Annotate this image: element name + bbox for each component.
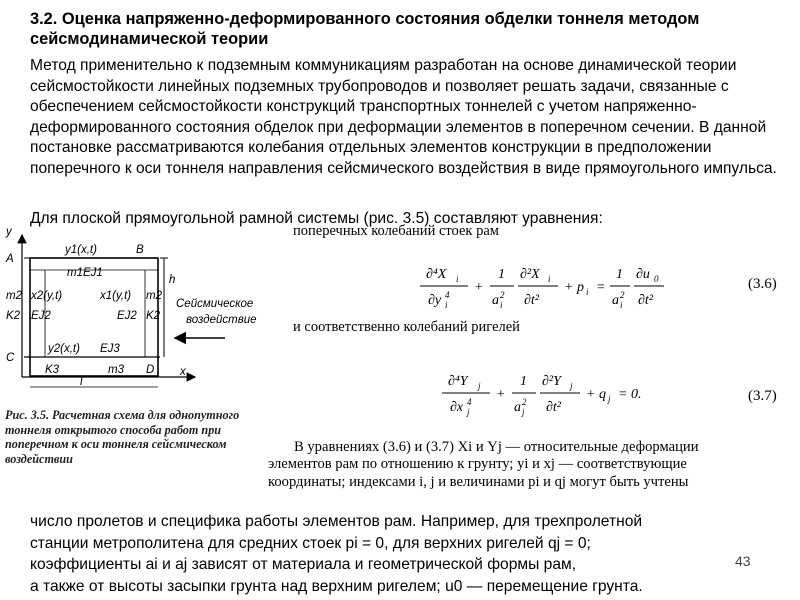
svg-text:j: j	[522, 407, 525, 417]
label-m2-left: m2	[6, 290, 22, 302]
figure-caption: Рис. 3.5. Расчетная схема для однопутного тоннеля открытого способа работ при поперечном к оси тоннеля сейсмическом воздействии	[5, 408, 240, 466]
bottom-line-3: коэффициенты ai и aj зависят от материала и геометрической формы рам,	[30, 556, 577, 573]
svg-text:∂y: ∂y	[428, 293, 442, 308]
label-y1: y1(x,t)	[65, 244, 97, 256]
svg-text:a: a	[612, 293, 619, 308]
label-y-axis: y	[6, 226, 12, 238]
label-EJ3: EJ3	[100, 343, 120, 355]
scan-para-line-2: элементов рам по отношению к грунту; yi и xj — соответствующие	[268, 456, 687, 473]
svg-text:a: a	[514, 400, 521, 415]
label-m1EJ1: m1EJ1	[67, 267, 103, 279]
svg-text:i: i	[500, 300, 503, 310]
label-K2-left: K2	[6, 310, 21, 322]
label-m2-right: m2	[146, 290, 162, 302]
svg-text:2: 2	[620, 290, 625, 300]
equation-3-7	[440, 365, 650, 423]
svg-text:i: i	[620, 300, 623, 310]
label-K2-right: K2	[146, 310, 161, 322]
svg-text:∂t²: ∂t²	[638, 293, 654, 308]
label-x1: x1(y,t)	[100, 290, 132, 302]
label-K3: K3	[45, 364, 60, 376]
svg-text:∂u: ∂u	[636, 267, 650, 282]
svg-text:= 0.: = 0.	[618, 387, 642, 402]
label-h: h	[169, 274, 176, 286]
eq-number-3-6: (3.6)	[748, 276, 777, 292]
svg-text:∂²X: ∂²X	[520, 267, 540, 282]
bottom-line-4: а также от высоты засыпки грунта над верхним ригелем; u0 — перемещение грунта.	[30, 577, 643, 595]
label-EJ2-left: EJ2	[31, 310, 51, 322]
svg-text:∂⁴Y: ∂⁴Y	[448, 374, 468, 389]
svg-text:1: 1	[616, 267, 623, 282]
svg-text:i: i	[586, 287, 589, 297]
svg-text:2: 2	[500, 290, 505, 300]
label-EJ2-right: EJ2	[117, 310, 137, 322]
label-A: A	[6, 253, 14, 265]
svg-text:1: 1	[498, 267, 505, 282]
scan-line-2: и соответственно колебаний ригелей	[293, 319, 520, 335]
svg-text:j: j	[608, 394, 611, 404]
label-m3: m3	[108, 364, 124, 376]
svg-text:∂t²: ∂t²	[546, 400, 562, 415]
page-number: 43	[735, 553, 751, 569]
label-x-axis: x	[180, 366, 186, 378]
svg-text:j: j	[570, 381, 573, 391]
svg-text:2: 2	[522, 397, 527, 407]
svg-text:0: 0	[654, 274, 659, 284]
svg-text:+ q: + q	[586, 387, 606, 402]
svg-text:4: 4	[467, 397, 472, 407]
eq-number-3-7: (3.7)	[748, 388, 777, 404]
scan-para-line-3: координаты; индексами i, j и величинами pi и qj могут быть учтены	[268, 473, 689, 490]
svg-text:i: i	[445, 300, 448, 310]
svg-text:∂⁴X: ∂⁴X	[426, 267, 447, 282]
svg-text:i: i	[548, 274, 551, 284]
scan-line-1: поперечных колебаний стоек рам	[293, 223, 499, 239]
equation-3-6	[418, 258, 668, 316]
svg-text:∂t²: ∂t²	[524, 293, 540, 308]
label-seismic-2: воздействие	[186, 314, 257, 326]
label-B: B	[136, 244, 144, 256]
svg-text:1: 1	[520, 374, 527, 389]
bottom-line-1: число пролетов и специфика работы элементов рам. Например, для трехпролетной	[30, 513, 643, 530]
svg-text:∂²Y: ∂²Y	[542, 374, 561, 389]
label-y2: y2(x,t)	[48, 343, 80, 355]
svg-text:∂x: ∂x	[450, 400, 464, 415]
svg-text:+: +	[474, 280, 484, 295]
slide-title: 3.2. Оценка напряженно-деформированного состояния обделки тоннеля методом сейсмодинамической теории	[30, 10, 700, 48]
svg-text:+ p: + p	[564, 280, 584, 295]
svg-text:+: +	[496, 387, 506, 402]
frame-diagram	[0, 225, 285, 410]
svg-text:=: =	[596, 280, 606, 295]
svg-text:j: j	[478, 381, 481, 391]
svg-text:4: 4	[445, 290, 450, 300]
equations-intro: Для плоской прямоугольной рамной системы (рис. 3.5) составляют уравнения:	[30, 210, 603, 227]
label-x2: x2(y,t)	[31, 290, 63, 302]
bottom-paragraph	[30, 511, 730, 597]
scan-para-line-1: В уравнениях (3.6) и (3.7) Xi и Yj — относительные деформации	[294, 439, 699, 455]
svg-text:a: a	[492, 293, 499, 308]
label-C: C	[6, 352, 15, 364]
label-D: D	[146, 364, 155, 376]
scan-paragraph	[268, 439, 788, 491]
label-seismic-1: Сейсмическое	[176, 298, 254, 310]
intro-paragraph: Метод применительно к подземным коммуникациям разработан на основе динамической теории сейсмостойкости линейных подземных трубопроводов и позволяет решать задачи, связанные с обеспечением сейсмостойкости конструкций транспортных тоннелей с учетом напряженно-деформированного состояния обделок при деформации элементов в поперечном сечении. В данной постановке рассматриваются колебания отдельных элементов конструкции в предположении поперечного к оси тоннеля направления сейсмического воздействия в виде прямоугольного импульса.	[30, 57, 777, 177]
label-l: l	[80, 376, 83, 388]
bottom-line-2: станции метрополитена для средних стоек pi = 0, для верхних ригелей qj = 0;	[30, 534, 591, 552]
svg-text:j: j	[467, 407, 470, 417]
svg-text:i: i	[456, 274, 459, 284]
